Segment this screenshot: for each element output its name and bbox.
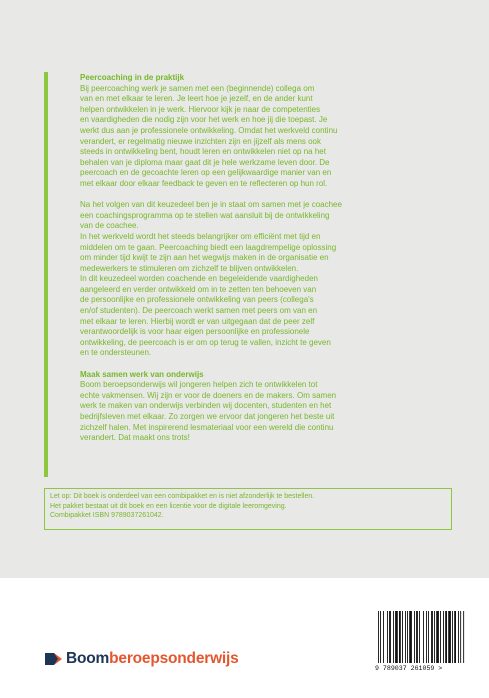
- accent-bar: [44, 72, 48, 477]
- barcode-bar: [454, 611, 456, 663]
- barcode-bar: [458, 611, 459, 663]
- text-line: peercoach en de gecoachte leren op een gelijkwaardige manier van en: [80, 168, 332, 178]
- text-line: aangeleerd en verder ontwikkeld om in te zetten ten behoeven van: [80, 284, 317, 294]
- text-line: ontwikkeling, de peercoach is er om op terug te vallen, inzicht te geven: [80, 337, 331, 347]
- barcode-bar: [414, 611, 415, 663]
- text-line: verantwoordelijk is voor haar eigen persoonlijke en professionele: [80, 327, 310, 337]
- publisher-paragraph: [80, 370, 410, 444]
- body-paragraph: [80, 200, 410, 359]
- barcode-bar: [416, 611, 418, 663]
- barcode-bar: [402, 611, 403, 663]
- barcode-bar: [405, 611, 406, 663]
- text-line: met elkaar door elkaar feedback te geven en te reflecteren op hun rol.: [80, 178, 328, 188]
- barcode-bar: [383, 611, 384, 663]
- text-line: verandert, er regelmatig nieuwe inzichten zijn en jijzelf als mens ook: [80, 136, 322, 146]
- barcode-bar: [452, 611, 453, 663]
- text-line: een coachingsprogramma op te stellen wat aansluit bij de ontwikkeling: [80, 210, 330, 220]
- barcode-bar: [407, 611, 408, 663]
- boom-logo-icon: [45, 650, 63, 668]
- text-line: Boom beroepsonderwijs wil jongeren helpen zich te ontwikkelen tot: [80, 380, 318, 390]
- barcode-number: 9 789037 261059 >: [375, 665, 443, 672]
- text-line: bedrijfsleven met elkaar. Zo zorgen we ervoor dat jongeren het beste uit: [80, 412, 335, 421]
- barcode-bar: [460, 611, 461, 663]
- barcode-bar: [395, 611, 398, 663]
- text-line: medewerkers te stimuleren om zichzelf te blijven ontwikkelen.: [80, 263, 299, 273]
- text-line: werkt dus aan je professionele ontwikkeling. Omdat het werkveld continu: [80, 125, 338, 135]
- barcode-bar: [378, 611, 379, 663]
- logo-wordmark: [66, 650, 239, 668]
- barcode-bars: [378, 611, 484, 665]
- text-line: verandert. Dat maakt ons trots!: [80, 433, 190, 443]
- barcode-bar: [380, 611, 381, 663]
- barcode-bar: [463, 611, 464, 663]
- text-line: om minder tijd kwijt te zijn aan het wegwijs maken in de organisatie en: [80, 253, 329, 263]
- text-line: echte vakmensen. Wij zijn er voor de doeners en de makers. Om samen: [80, 390, 337, 400]
- text-line: Bij peercoaching werk je samen met een (beginnende) collega om: [80, 83, 315, 93]
- text-line: helpen ontwikkelen in je werk. Hiervoor kijk je naar de competenties: [80, 104, 321, 114]
- intro-paragraph: [80, 73, 410, 190]
- barcode-bar: [387, 611, 388, 663]
- barcode-bar: [419, 611, 420, 663]
- logo-part-beroepsonderwijs: beroepsonderwijs: [109, 650, 239, 667]
- isbn-barcode: [375, 609, 487, 675]
- notice-line: Het pakket bestaat uit dit boek en een licentie voor de digitale leeromgeving.: [50, 502, 287, 510]
- blurb-text: [80, 73, 410, 454]
- text-line: van en met elkaar te leren. Je leert hoe je jezelf, en de ander kunt: [80, 94, 313, 104]
- barcode-bar: [445, 611, 447, 663]
- text-line: van de coachee.: [80, 221, 139, 231]
- barcode-bar: [409, 611, 412, 663]
- text-line: middelen om te gaan. Peercoaching biedt een laagdrempelige oplossing: [80, 242, 337, 252]
- barcode-bar: [448, 611, 451, 663]
- intro-heading: Peercoaching in de praktijk: [80, 73, 185, 82]
- text-line: werk te maken van onderwijs verbinden wij docenten, studenten en het: [80, 401, 332, 411]
- text-line: en/of studenten). De peercoach werkt samen met peers om van en: [80, 306, 318, 316]
- barcode-bar: [431, 611, 433, 663]
- publisher-logo: [45, 648, 239, 670]
- text-line: Na het volgen van dit keuzedeel ben je in staat om samen met je coachee: [80, 200, 342, 210]
- logo-part-boom: Boom: [66, 650, 110, 667]
- barcode-bar: [434, 611, 435, 663]
- text-line: zichzelf halen. Met inspirerend lesmateriaal voor een wereld die continu: [80, 422, 334, 432]
- barcode-bar: [426, 611, 427, 663]
- publisher-heading: Maak samen werk van onderwijs: [80, 369, 204, 379]
- barcode-bar: [443, 611, 444, 663]
- barcode-bar: [423, 611, 424, 663]
- combipakket-notice: [44, 488, 452, 530]
- barcode-bar: [389, 611, 391, 663]
- notice-line: Let op: Dit boek is onderdeel van een combipakket en is niet afzonderlijk te bestellen.: [50, 493, 315, 500]
- barcode-bar: [440, 611, 441, 663]
- barcode-bar: [436, 611, 439, 663]
- text-line: behalen van je diploma maar gaat dit je hele werkzame leven door. De: [80, 157, 330, 167]
- barcode-bar: [399, 611, 401, 663]
- text-line: en vaardigheden die nodig zijn voor het werk en hoe jij die toepast. Je: [80, 115, 328, 125]
- text-line: steeds in ontwikkeling bent, houdt leren en ontwikkelen niet op na het: [80, 147, 326, 157]
- text-line: In het werkveld wordt het steeds belangrijker om efficiënt met tijd en: [80, 231, 321, 241]
- text-line: en te ondersteunen.: [80, 348, 152, 358]
- text-line: In dit keuzedeel worden coachende en begeleidende vaardigheden: [80, 274, 318, 284]
- text-line: de persoonlijke en professionele ontwikkeling van peers (collega's: [80, 295, 314, 305]
- text-line: met elkaar te leren. Hierbij wordt er van uitgegaan dat de peer zelf: [80, 316, 315, 326]
- notice-line: Combipakket ISBN 9789037261042.: [50, 512, 164, 520]
- barcode-bar: [428, 611, 429, 663]
- barcode-bar: [393, 611, 394, 663]
